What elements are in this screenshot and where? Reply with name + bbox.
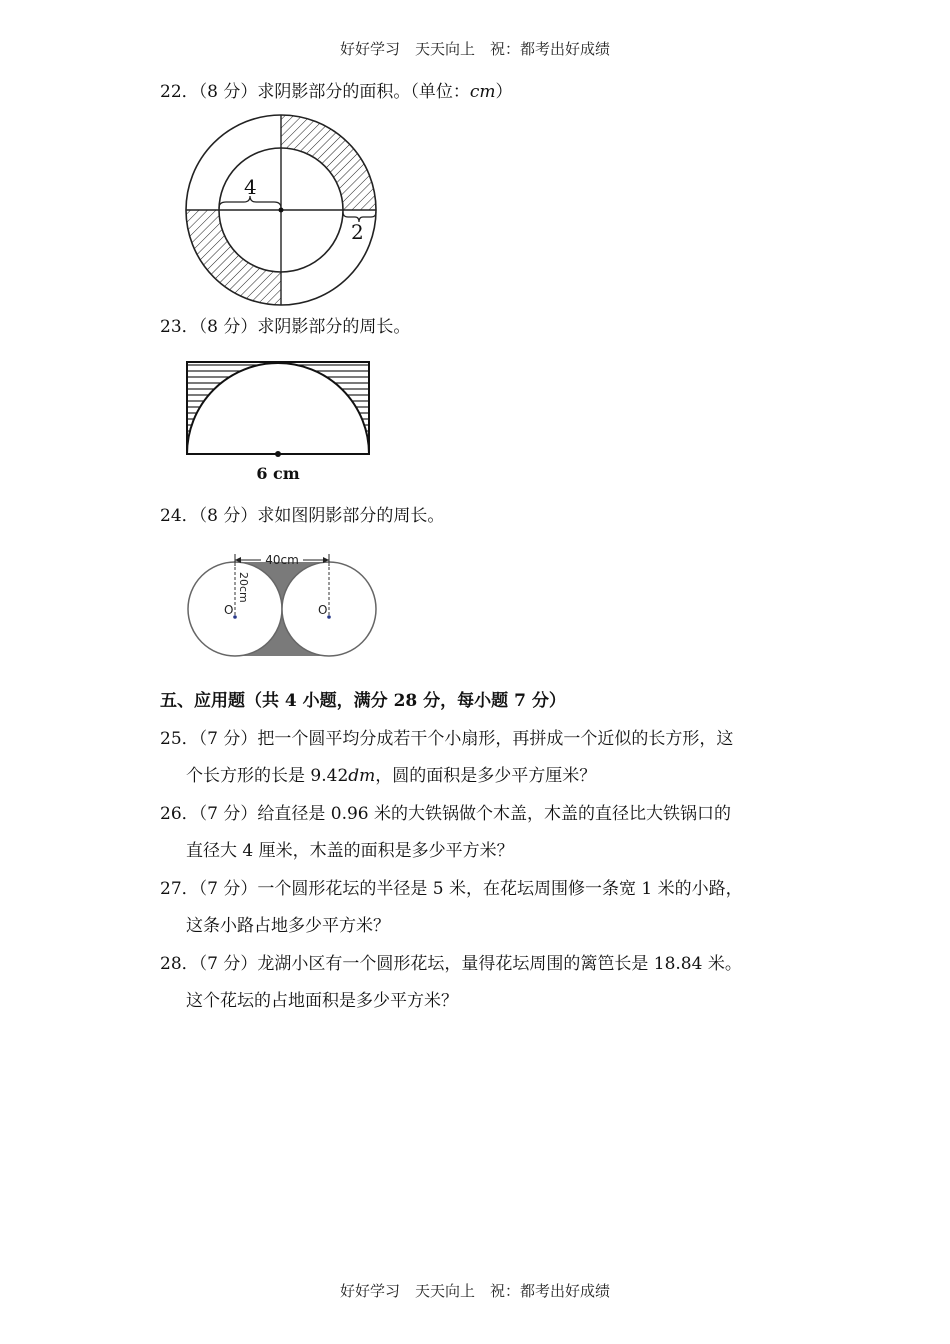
question-22 [160,80,513,104]
question-25-unit: dm [348,766,376,786]
question-27-line1: 27．（7 分）一个圆形花坛的半径是 5 米，在花坛周围修一条宽 1 米的小路， [160,879,743,899]
label-20cm: 20cm [237,572,250,603]
question-28-line2: 这个花坛的占地面积是多少平方米？ [186,991,458,1011]
center-dot [279,208,284,213]
section-5-title: 五、应用题（共 4 小题，满分 28 分，每小题 7 分） [160,691,566,711]
center-dot [275,451,281,457]
question-23: 23．（8 分）求阴影部分的周长。 [160,317,411,337]
shaded-ring-top-right [281,115,376,210]
question-28-line1: 28．（7 分）龙湖小区有一个圆形花坛，量得花坛周围的篱笆长是 18.84 米。 [160,954,742,974]
shaded-ring-bottom-left [186,210,281,305]
figure-22-annulus [180,110,385,310]
question-26-line1: 26．（7 分）给直径是 0.96 米的大铁锅做个木盖，木盖的直径比大铁锅口的 [160,804,732,824]
question-26-line2: 直径大 4 厘米，木盖的面积是多少平方米？ [186,841,514,861]
page-header: 好好学习 天天向上 祝：都考出好成绩 [339,40,610,58]
figure-23-semicircle [183,358,375,488]
question-27-line2: 这条小路占地多少平方米？ [186,916,390,936]
question-25-line2a: 个长方形的长是 9.42 [186,766,349,786]
question-22-text: 22．（8 分）求阴影部分的面积。（单位： [160,82,470,102]
question-25-line2b: ，圆的面积是多少平方厘米？ [375,766,597,786]
label-o-left: O [224,603,234,617]
label-6cm: 6 cm [256,464,300,483]
question-22-unit: cm [469,82,496,102]
question-22-close: ） [495,82,513,102]
page-footer: 好好学习 天天向上 祝：都考出好成绩 [339,1282,610,1300]
question-25-line1: 25．（7 分）把一个圆平均分成若干个小扇形，再拼成一个近似的长方形，这 [160,729,734,749]
figure-24-two-circles [183,550,379,674]
label-4: 4 [244,175,257,199]
label-2: 2 [351,220,364,244]
label-o-right: O [318,603,328,617]
label-40cm: 40cm [265,553,299,567]
question-24: 24．（8 分）求如图阴影部分的周长。 [160,506,445,526]
question-25-line2 [186,764,596,788]
